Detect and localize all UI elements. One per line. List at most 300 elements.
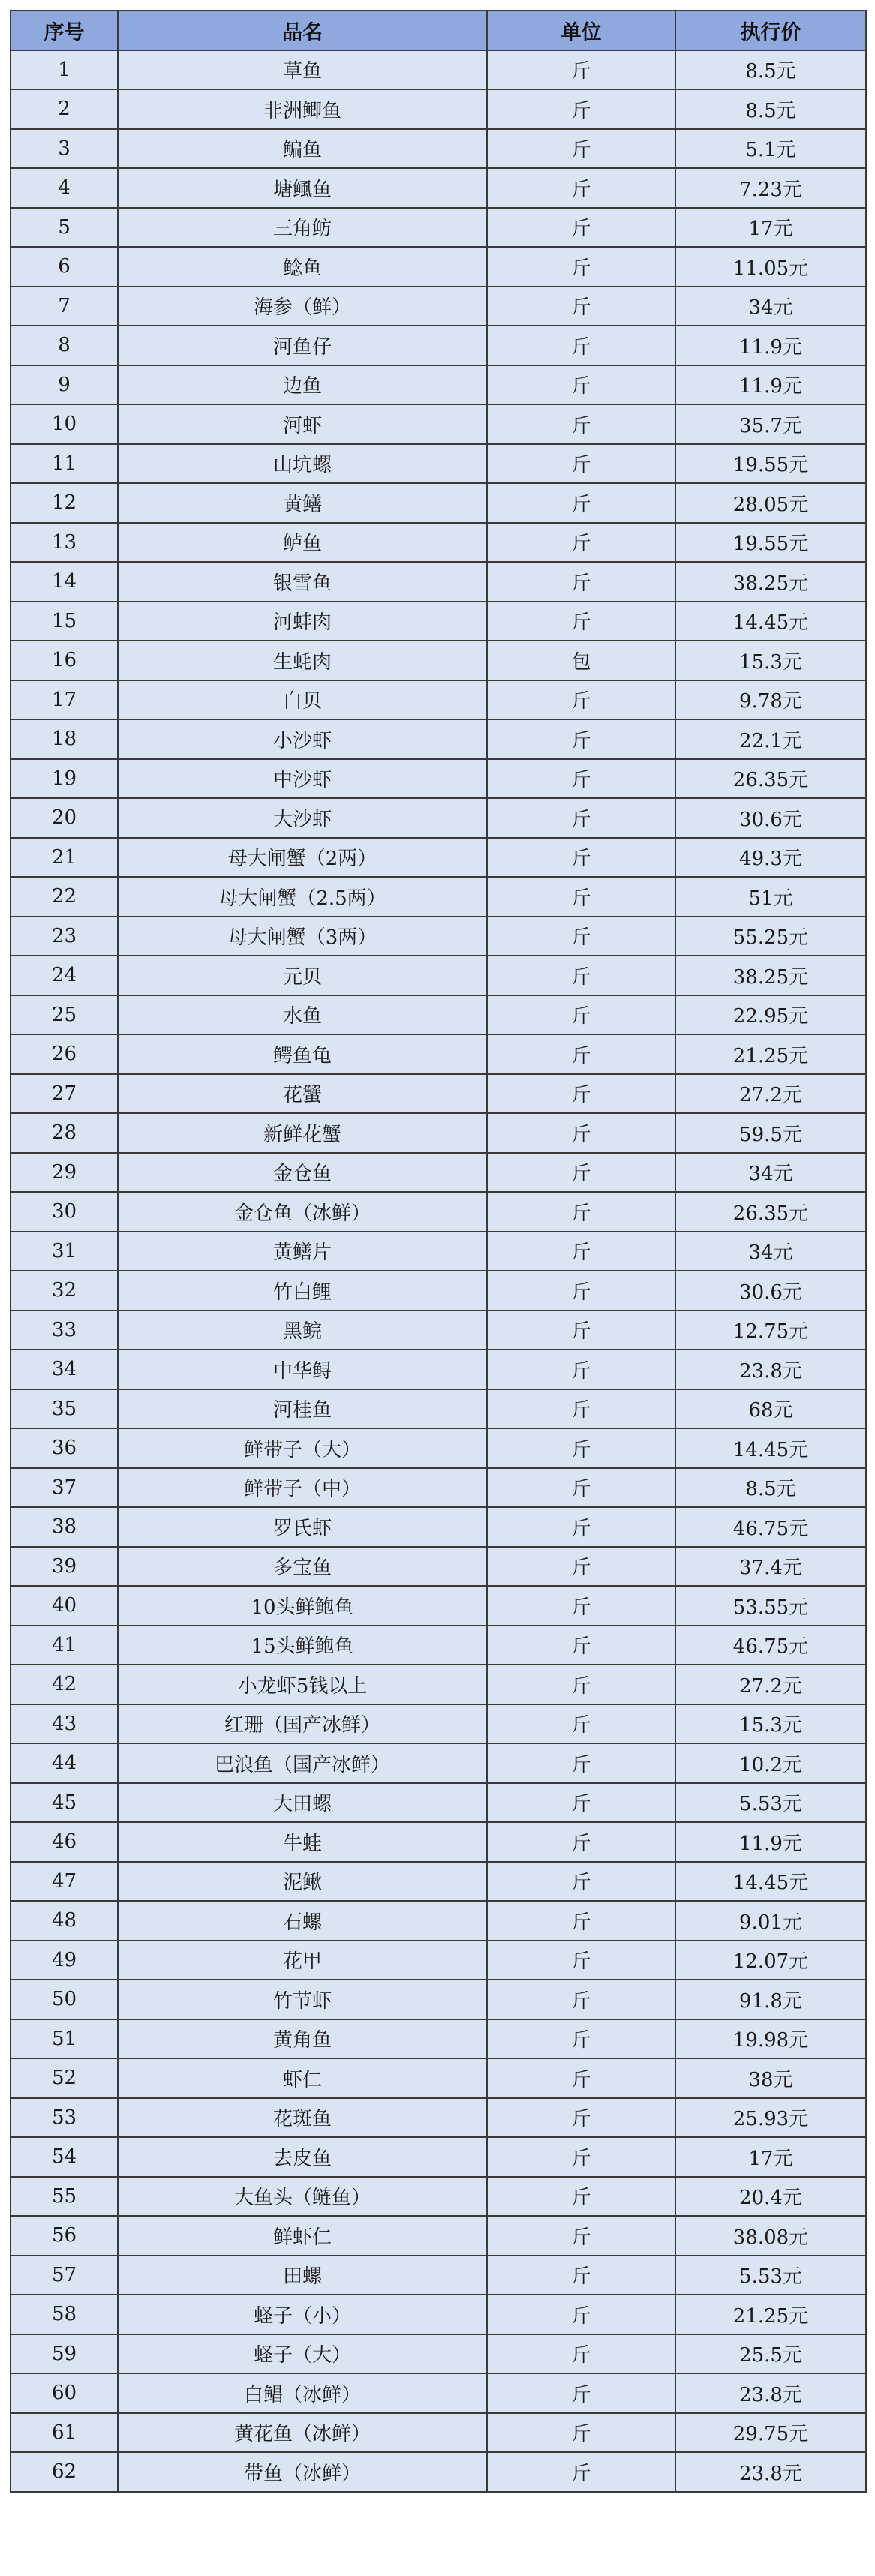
table-row	[11, 1507, 866, 1547]
cell-unit: 斤	[487, 1783, 675, 1823]
cell-price: 38.25元	[675, 956, 866, 995]
cell-price: 53.55元	[675, 1586, 866, 1626]
table-row	[11, 444, 866, 484]
header-serial-number: 序号	[11, 11, 118, 50]
cell-unit: 斤	[487, 2373, 675, 2413]
cell-unit: 斤	[487, 483, 675, 523]
cell-serial-number: 11	[11, 444, 118, 484]
table-row	[11, 50, 866, 90]
cell-price: 8.5元	[675, 89, 866, 129]
cell-serial-number: 3	[11, 129, 118, 169]
cell-price: 30.6元	[675, 798, 866, 838]
cell-product-name: 罗氏虾	[118, 1507, 487, 1547]
cell-product-name: 鲈鱼	[118, 523, 487, 563]
cell-unit: 斤	[487, 1822, 675, 1862]
cell-serial-number: 27	[11, 1074, 118, 1114]
table-row	[11, 1468, 866, 1508]
cell-serial-number: 17	[11, 680, 118, 720]
table-row	[11, 995, 866, 1035]
table-row	[11, 1901, 866, 1941]
cell-serial-number: 48	[11, 1901, 118, 1941]
cell-unit: 斤	[487, 1507, 675, 1547]
cell-unit: 斤	[487, 1626, 675, 1665]
cell-price: 15.3元	[675, 1704, 866, 1744]
table-body	[11, 50, 866, 2492]
table-row	[11, 1980, 866, 2019]
cell-serial-number: 22	[11, 877, 118, 917]
table-row	[11, 1704, 866, 1744]
cell-product-name: 银雪鱼	[118, 562, 487, 602]
cell-price: 14.45元	[675, 1862, 866, 1902]
cell-serial-number: 5	[11, 208, 118, 248]
cell-product-name: 大鱼头（鲢鱼）	[118, 2177, 487, 2217]
cell-serial-number: 61	[11, 2413, 118, 2453]
cell-serial-number: 31	[11, 1232, 118, 1271]
table-row	[11, 2019, 866, 2059]
cell-price: 10.2元	[675, 1743, 866, 1783]
cell-serial-number: 15	[11, 602, 118, 641]
cell-price: 22.1元	[675, 719, 866, 759]
cell-product-name: 花甲	[118, 1941, 487, 1980]
cell-product-name: 鳄鱼龟	[118, 1034, 487, 1074]
cell-price: 11.9元	[675, 365, 866, 405]
cell-unit: 斤	[487, 287, 675, 326]
cell-price: 11.05元	[675, 247, 866, 287]
table-row	[11, 2177, 866, 2217]
table-row	[11, 1665, 866, 1704]
cell-serial-number: 39	[11, 1547, 118, 1587]
cell-serial-number: 28	[11, 1113, 118, 1153]
cell-unit: 斤	[487, 2256, 675, 2295]
cell-serial-number: 50	[11, 1980, 118, 2019]
table-row	[11, 1232, 866, 1271]
cell-unit: 斤	[487, 129, 675, 169]
table-row	[11, 719, 866, 759]
table-row	[11, 1153, 866, 1193]
cell-price: 55.25元	[675, 917, 866, 956]
cell-unit: 斤	[487, 2295, 675, 2334]
cell-serial-number: 53	[11, 2098, 118, 2138]
cell-product-name: 蛏子（大）	[118, 2334, 487, 2374]
table-row	[11, 1941, 866, 1980]
cell-price: 17元	[675, 2137, 866, 2177]
table-row	[11, 2452, 866, 2492]
cell-unit: 斤	[487, 1901, 675, 1941]
cell-product-name: 母大闸蟹（2两）	[118, 838, 487, 878]
cell-unit: 斤	[487, 1547, 675, 1587]
cell-price: 34元	[675, 287, 866, 326]
cell-product-name: 金仓鱼（冰鲜）	[118, 1192, 487, 1232]
cell-product-name: 巴浪鱼（国产冰鲜）	[118, 1743, 487, 1783]
cell-price: 21.25元	[675, 1034, 866, 1074]
cell-product-name: 中华鲟	[118, 1350, 487, 1389]
cell-unit: 斤	[487, 1862, 675, 1902]
cell-product-name: 田螺	[118, 2256, 487, 2295]
cell-unit: 斤	[487, 1192, 675, 1232]
cell-product-name: 河蚌肉	[118, 602, 487, 641]
table-row	[11, 838, 866, 878]
cell-serial-number: 41	[11, 1626, 118, 1665]
cell-product-name: 鳊鱼	[118, 129, 487, 169]
table-row	[11, 2373, 866, 2413]
cell-unit: 斤	[487, 247, 675, 287]
table-row	[11, 917, 866, 956]
cell-price: 49.3元	[675, 838, 866, 878]
cell-product-name: 黄鳝片	[118, 1232, 487, 1271]
cell-product-name: 带鱼（冰鲜）	[118, 2452, 487, 2492]
cell-unit: 斤	[487, 1034, 675, 1074]
price-table	[10, 10, 867, 2493]
table-row	[11, 404, 866, 444]
cell-product-name: 泥鳅	[118, 1862, 487, 1902]
cell-product-name: 白鲳（冰鲜）	[118, 2373, 487, 2413]
cell-product-name: 塘鲺鱼	[118, 168, 487, 208]
cell-product-name: 黄鳝	[118, 483, 487, 523]
cell-product-name: 多宝鱼	[118, 1547, 487, 1587]
cell-product-name: 河鱼仔	[118, 326, 487, 365]
cell-product-name: 生蚝肉	[118, 641, 487, 680]
table-row	[11, 89, 866, 129]
cell-price: 26.35元	[675, 759, 866, 799]
cell-price: 38.25元	[675, 562, 866, 602]
cell-price: 5.53元	[675, 2256, 866, 2295]
cell-product-name: 河桂鱼	[118, 1389, 487, 1429]
cell-price: 8.5元	[675, 50, 866, 90]
cell-unit: 斤	[487, 168, 675, 208]
cell-serial-number: 33	[11, 1311, 118, 1350]
cell-product-name: 非洲鲫鱼	[118, 89, 487, 129]
cell-product-name: 大田螺	[118, 1783, 487, 1823]
cell-serial-number: 59	[11, 2334, 118, 2374]
table-row	[11, 1311, 866, 1350]
cell-price: 14.45元	[675, 602, 866, 641]
cell-serial-number: 52	[11, 2058, 118, 2098]
cell-serial-number: 57	[11, 2256, 118, 2295]
cell-unit: 斤	[487, 2058, 675, 2098]
cell-product-name: 黄角鱼	[118, 2019, 487, 2059]
cell-product-name: 水鱼	[118, 995, 487, 1035]
cell-price: 23.8元	[675, 2452, 866, 2492]
cell-price: 46.75元	[675, 1626, 866, 1665]
cell-unit: 斤	[487, 1980, 675, 2019]
cell-serial-number: 46	[11, 1822, 118, 1862]
cell-serial-number: 36	[11, 1428, 118, 1468]
table-row	[11, 602, 866, 641]
cell-product-name: 鲜虾仁	[118, 2216, 487, 2256]
table-row	[11, 1192, 866, 1232]
cell-unit: 斤	[487, 1704, 675, 1744]
table-row	[11, 1113, 866, 1153]
cell-serial-number: 49	[11, 1941, 118, 1980]
cell-serial-number: 62	[11, 2452, 118, 2492]
cell-product-name: 鲜带子（大）	[118, 1428, 487, 1468]
cell-unit: 斤	[487, 208, 675, 248]
cell-serial-number: 21	[11, 838, 118, 878]
cell-unit: 斤	[487, 838, 675, 878]
cell-product-name: 河虾	[118, 404, 487, 444]
cell-serial-number: 13	[11, 523, 118, 563]
table-row	[11, 326, 866, 365]
cell-price: 21.25元	[675, 2295, 866, 2334]
cell-unit: 斤	[487, 1271, 675, 1311]
table-row	[11, 365, 866, 405]
cell-product-name: 小龙虾5钱以上	[118, 1665, 487, 1704]
cell-unit: 斤	[487, 2177, 675, 2217]
cell-unit: 斤	[487, 89, 675, 129]
cell-unit: 斤	[487, 995, 675, 1035]
cell-price: 37.4元	[675, 1547, 866, 1587]
cell-product-name: 新鲜花蟹	[118, 1113, 487, 1153]
cell-product-name: 边鱼	[118, 365, 487, 405]
cell-unit: 斤	[487, 1113, 675, 1153]
cell-unit: 斤	[487, 1153, 675, 1193]
cell-serial-number: 8	[11, 326, 118, 365]
table-row	[11, 562, 866, 602]
table-row	[11, 2137, 866, 2177]
cell-unit: 斤	[487, 50, 675, 90]
cell-product-name: 大沙虾	[118, 798, 487, 838]
cell-product-name: 中沙虾	[118, 759, 487, 799]
table-row	[11, 2334, 866, 2374]
cell-unit: 斤	[487, 2452, 675, 2492]
cell-price: 8.5元	[675, 1468, 866, 1508]
table-row	[11, 1350, 866, 1389]
cell-serial-number: 6	[11, 247, 118, 287]
cell-price: 9.01元	[675, 1901, 866, 1941]
cell-product-name: 元贝	[118, 956, 487, 995]
cell-unit: 斤	[487, 562, 675, 602]
cell-product-name: 花斑鱼	[118, 2098, 487, 2138]
table-row	[11, 641, 866, 680]
cell-product-name: 10头鲜鲍鱼	[118, 1586, 487, 1626]
cell-product-name: 白贝	[118, 680, 487, 720]
cell-product-name: 竹白鲤	[118, 1271, 487, 1311]
cell-serial-number: 47	[11, 1862, 118, 1902]
cell-unit: 斤	[487, 1468, 675, 1508]
cell-serial-number: 30	[11, 1192, 118, 1232]
cell-product-name: 母大闸蟹（3两）	[118, 917, 487, 956]
cell-unit: 斤	[487, 798, 675, 838]
cell-price: 5.1元	[675, 129, 866, 169]
table-row	[11, 247, 866, 287]
cell-unit: 斤	[487, 1350, 675, 1389]
table-row	[11, 1626, 866, 1665]
table-row	[11, 168, 866, 208]
cell-price: 68元	[675, 1389, 866, 1429]
header-price: 执行价	[675, 11, 866, 50]
table-row	[11, 287, 866, 326]
cell-unit: 斤	[487, 1941, 675, 1980]
cell-product-name: 三角鲂	[118, 208, 487, 248]
table-row	[11, 1862, 866, 1902]
cell-serial-number: 18	[11, 719, 118, 759]
cell-unit: 斤	[487, 2413, 675, 2453]
cell-price: 20.4元	[675, 2177, 866, 2217]
table-row	[11, 798, 866, 838]
cell-price: 15.3元	[675, 641, 866, 680]
table-row	[11, 1428, 866, 1468]
table-row	[11, 1822, 866, 1862]
table-row	[11, 956, 866, 995]
cell-serial-number: 2	[11, 89, 118, 129]
cell-price: 25.93元	[675, 2098, 866, 2138]
cell-serial-number: 16	[11, 641, 118, 680]
cell-unit: 斤	[487, 956, 675, 995]
cell-unit: 斤	[487, 1665, 675, 1704]
cell-price: 25.5元	[675, 2334, 866, 2374]
cell-unit: 包	[487, 641, 675, 680]
cell-unit: 斤	[487, 2137, 675, 2177]
cell-serial-number: 43	[11, 1704, 118, 1744]
cell-price: 7.23元	[675, 168, 866, 208]
cell-price: 12.07元	[675, 1941, 866, 1980]
cell-serial-number: 58	[11, 2295, 118, 2334]
cell-serial-number: 44	[11, 1743, 118, 1783]
cell-serial-number: 14	[11, 562, 118, 602]
cell-serial-number: 45	[11, 1783, 118, 1823]
cell-unit: 斤	[487, 444, 675, 484]
cell-serial-number: 40	[11, 1586, 118, 1626]
cell-unit: 斤	[487, 602, 675, 641]
cell-product-name: 海参（鲜）	[118, 287, 487, 326]
cell-serial-number: 37	[11, 1468, 118, 1508]
cell-price: 23.8元	[675, 2373, 866, 2413]
cell-unit: 斤	[487, 1232, 675, 1271]
cell-serial-number: 7	[11, 287, 118, 326]
cell-serial-number: 23	[11, 917, 118, 956]
cell-price: 34元	[675, 1153, 866, 1193]
cell-product-name: 鲶鱼	[118, 247, 487, 287]
table-row	[11, 1034, 866, 1074]
table-row	[11, 2058, 866, 2098]
cell-unit: 斤	[487, 365, 675, 405]
cell-serial-number: 51	[11, 2019, 118, 2059]
cell-unit: 斤	[487, 404, 675, 444]
cell-unit: 斤	[487, 1074, 675, 1114]
cell-serial-number: 35	[11, 1389, 118, 1429]
cell-price: 11.9元	[675, 1822, 866, 1862]
cell-price: 35.7元	[675, 404, 866, 444]
cell-unit: 斤	[487, 1389, 675, 1429]
header-unit: 单位	[487, 11, 675, 50]
table-row	[11, 759, 866, 799]
cell-price: 19.55元	[675, 523, 866, 563]
header-row	[11, 11, 866, 50]
cell-price: 46.75元	[675, 1507, 866, 1547]
cell-product-name: 红珊（国产冰鲜）	[118, 1704, 487, 1744]
cell-product-name: 蛏子（小）	[118, 2295, 487, 2334]
table-row	[11, 208, 866, 248]
cell-unit: 斤	[487, 759, 675, 799]
table-row	[11, 129, 866, 169]
cell-unit: 斤	[487, 1311, 675, 1350]
cell-unit: 斤	[487, 1586, 675, 1626]
cell-price: 34元	[675, 1232, 866, 1271]
cell-serial-number: 12	[11, 483, 118, 523]
cell-price: 30.6元	[675, 1271, 866, 1311]
cell-unit: 斤	[487, 1428, 675, 1468]
cell-price: 38.08元	[675, 2216, 866, 2256]
cell-serial-number: 4	[11, 168, 118, 208]
cell-product-name: 金仓鱼	[118, 1153, 487, 1193]
cell-price: 23.8元	[675, 1350, 866, 1389]
cell-price: 51元	[675, 877, 866, 917]
cell-product-name: 石螺	[118, 1901, 487, 1941]
cell-product-name: 去皮鱼	[118, 2137, 487, 2177]
table-row	[11, 2216, 866, 2256]
cell-product-name: 山坑螺	[118, 444, 487, 484]
cell-serial-number: 10	[11, 404, 118, 444]
cell-serial-number: 34	[11, 1350, 118, 1389]
cell-price: 59.5元	[675, 1113, 866, 1153]
table-row	[11, 1389, 866, 1429]
table-row	[11, 877, 866, 917]
cell-product-name: 黄花鱼（冰鲜）	[118, 2413, 487, 2453]
cell-serial-number: 1	[11, 50, 118, 90]
cell-product-name: 草鱼	[118, 50, 487, 90]
table-row	[11, 680, 866, 720]
header-product-name: 品名	[118, 11, 487, 50]
cell-price: 28.05元	[675, 483, 866, 523]
cell-serial-number: 60	[11, 2373, 118, 2413]
cell-unit: 斤	[487, 2216, 675, 2256]
cell-product-name: 花蟹	[118, 1074, 487, 1114]
cell-serial-number: 25	[11, 995, 118, 1035]
cell-price: 19.98元	[675, 2019, 866, 2059]
cell-price: 29.75元	[675, 2413, 866, 2453]
table-row	[11, 1074, 866, 1114]
cell-unit: 斤	[487, 2019, 675, 2059]
cell-price: 9.78元	[675, 680, 866, 720]
cell-serial-number: 19	[11, 759, 118, 799]
table-row	[11, 483, 866, 523]
cell-unit: 斤	[487, 1743, 675, 1783]
cell-serial-number: 9	[11, 365, 118, 405]
cell-serial-number: 56	[11, 2216, 118, 2256]
cell-serial-number: 24	[11, 956, 118, 995]
cell-serial-number: 42	[11, 1665, 118, 1704]
cell-price: 11.9元	[675, 326, 866, 365]
cell-product-name: 黑鲩	[118, 1311, 487, 1350]
cell-price: 12.75元	[675, 1311, 866, 1350]
cell-price: 5.53元	[675, 1783, 866, 1823]
cell-price: 17元	[675, 208, 866, 248]
cell-price: 38元	[675, 2058, 866, 2098]
cell-serial-number: 26	[11, 1034, 118, 1074]
cell-serial-number: 55	[11, 2177, 118, 2217]
cell-serial-number: 54	[11, 2137, 118, 2177]
cell-serial-number: 20	[11, 798, 118, 838]
cell-serial-number: 32	[11, 1271, 118, 1311]
cell-product-name: 竹节虾	[118, 1980, 487, 2019]
cell-serial-number: 38	[11, 1507, 118, 1547]
cell-product-name: 鲜带子（中）	[118, 1468, 487, 1508]
cell-price: 14.45元	[675, 1428, 866, 1468]
table-row	[11, 2098, 866, 2138]
cell-product-name: 牛蛙	[118, 1822, 487, 1862]
table-row	[11, 2295, 866, 2334]
cell-serial-number: 29	[11, 1153, 118, 1193]
cell-unit: 斤	[487, 326, 675, 365]
table-row	[11, 1743, 866, 1783]
cell-unit: 斤	[487, 2098, 675, 2138]
table-header	[11, 11, 866, 50]
table-row	[11, 1586, 866, 1626]
cell-product-name: 母大闸蟹（2.5两）	[118, 877, 487, 917]
cell-unit: 斤	[487, 719, 675, 759]
table-row	[11, 2413, 866, 2453]
cell-unit: 斤	[487, 877, 675, 917]
